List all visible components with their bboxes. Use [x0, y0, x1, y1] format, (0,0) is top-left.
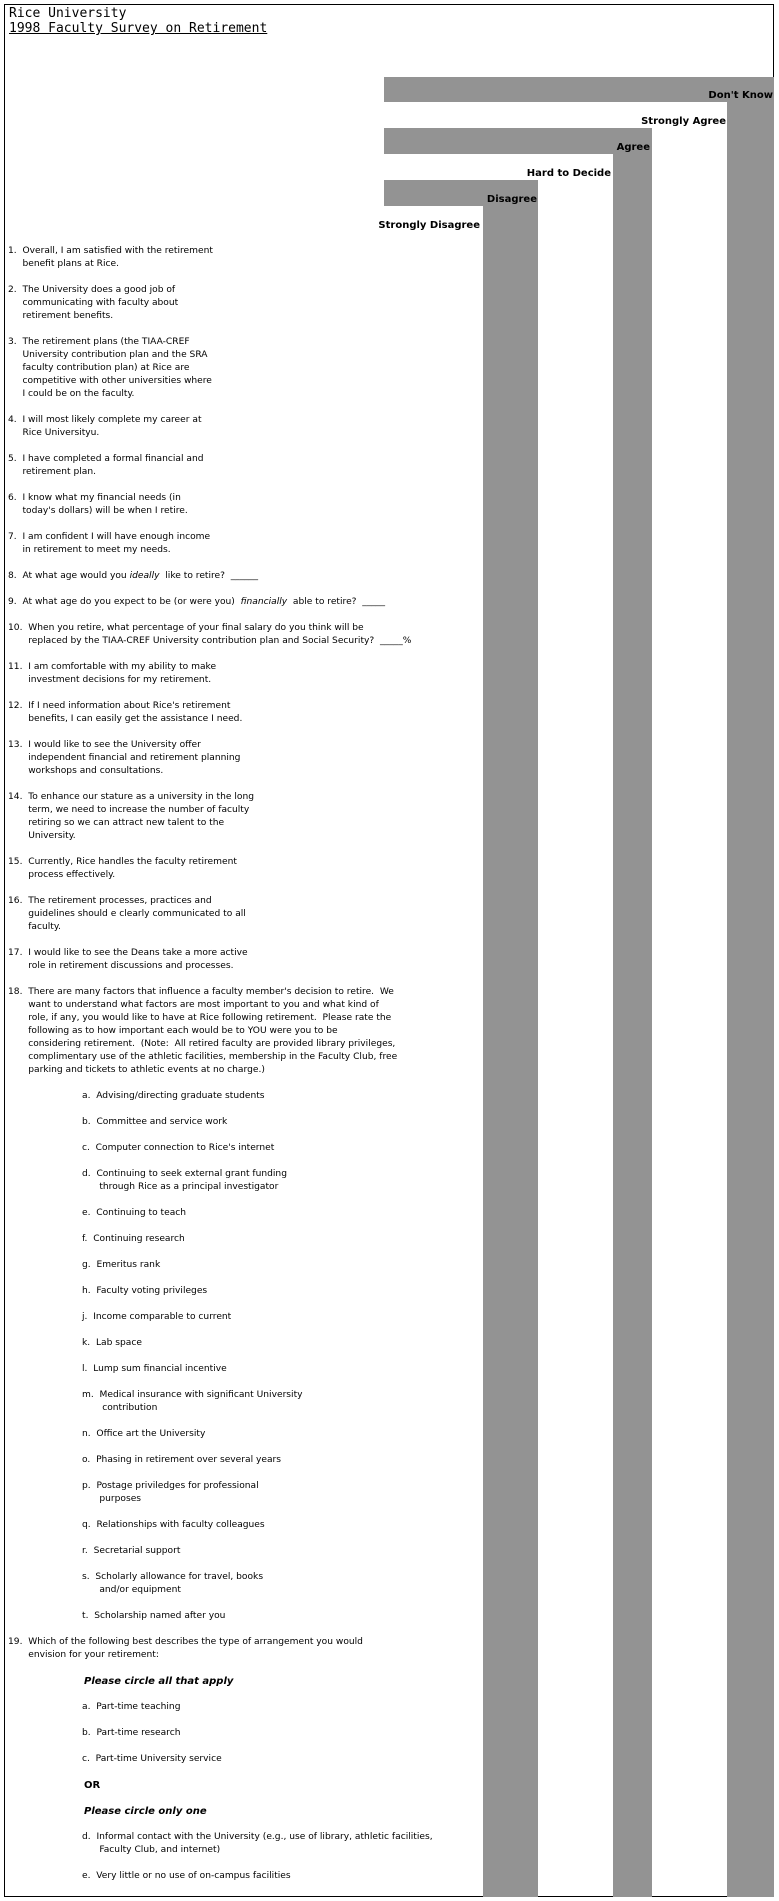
- question-2: 2. The University does a good job of communicating with faculty about retirement benefits.: [8, 285, 179, 321]
- factor-c: c. Computer connection to Rice's internet: [82, 1143, 275, 1153]
- question-12: 12. If I need information about Rice's retirement benefits, I can easily get the assistance I need.: [8, 701, 243, 724]
- factor-m: m. Medical insurance with significant University contribution: [82, 1390, 303, 1413]
- question-19: 19. Which of the following best describes the type of arrangement you would envision for your retirement:: [8, 1637, 363, 1660]
- factor-p: p. Postage priviledges for professional purposes: [82, 1481, 259, 1504]
- arrangement-c: c. Part-time University service: [82, 1754, 222, 1764]
- instruction-circle-one: Please circle only one: [84, 1806, 207, 1817]
- scale-label-agree: Agree: [616, 142, 650, 153]
- question-4: 4. I will most likely complete my career at Rice Universityu.: [8, 415, 202, 438]
- survey-title: 1998 Faculty Survey on Retirement: [9, 21, 268, 36]
- factor-k: k. Lab space: [82, 1338, 142, 1348]
- factor-d: d. Continuing to seek external grant funding through Rice as a principal investigator: [82, 1169, 287, 1192]
- question-10: 10. When you retire, what percentage of your final salary do you think will be replaced by the TIAA-CREF University contribution plan and Social Security? _____%: [8, 623, 412, 646]
- factor-q: q. Relationships with faculty colleagues: [82, 1520, 265, 1530]
- question-17: 17. I would like to see the Deans take a more active role in retirement discussions and processes.: [8, 948, 248, 971]
- arrangement-e: e. Very little or no use of on-campus facilities: [82, 1871, 291, 1881]
- question-9: 9. At what age do you expect to be (or were you) financially able to retire? _____: [8, 597, 386, 607]
- column-disagree: [483, 180, 538, 1897]
- question-11: 11. I am comfortable with my ability to make investment decisions for my retirement.: [8, 662, 217, 685]
- scale-label-strongly-disagree: Strongly Disagree: [378, 220, 480, 231]
- factor-a: a. Advising/directing graduate students: [82, 1091, 265, 1101]
- factor-e: e. Continuing to teach: [82, 1208, 187, 1218]
- question-3: 3. The retirement plans (the TIAA-CREF University contribution plan and the SRA faculty contribution plan) at Rice are competitive with other universities where I could be on the faculty.: [8, 337, 212, 399]
- question-18: 18. There are many factors that influence a faculty member's decision to retire. We want to understand what factors are most important to you and what kind of role, if any, you would like to have at Rice following retirement. Please rate the following as to how important each would be to YOU were you to be considering retirement. (Note: All retired faculty are provided library privileges, complimentary use of the athletic facilities, membership in the Faculty Club, free parking and tickets to athletic events at no charge.): [8, 987, 398, 1075]
- factor-h: h. Faculty voting privileges: [82, 1286, 208, 1296]
- column-agree: [613, 128, 652, 1897]
- factor-s: s. Scholarly allowance for travel, books and/or equipment: [82, 1572, 264, 1595]
- factor-t: t. Scholarship named after you: [82, 1611, 226, 1621]
- arrangement-d: d. Informal contact with the University (e.g., use of library, athletic facilities, Faculty Club, and internet): [82, 1832, 433, 1855]
- factor-l: l. Lump sum financial incentive: [82, 1364, 227, 1374]
- scale-label-disagree: Disagree: [486, 194, 537, 205]
- question-15: 15. Currently, Rice handles the faculty retirement process effectively.: [8, 857, 237, 880]
- factor-n: n. Office art the University: [82, 1429, 206, 1439]
- question-7: 7. I am confident I will have enough income in retirement to meet my needs.: [8, 532, 211, 555]
- question-8: 8. At what age would you ideally like to retire? ______: [8, 571, 259, 581]
- question-5: 5. I have completed a formal financial and retirement plan.: [8, 454, 204, 477]
- scale-label-dont-know: Don't Know: [708, 90, 773, 101]
- question-13: 13. I would like to see the University offer independent financial and retirement planning workshops and consultations.: [8, 740, 241, 776]
- or-divider: OR: [84, 1780, 101, 1791]
- question-6: 6. I know what my financial needs (in today's dollars) will be when I retire.: [8, 493, 188, 516]
- arrangement-b: b. Part-time research: [82, 1728, 181, 1738]
- column-dont-know: [727, 77, 774, 1897]
- factor-r: r. Secretarial support: [82, 1546, 181, 1556]
- question-14: 14. To enhance our stature as a university in the long term, we need to increase the number of faculty retiring so we can attract new talent to the University.: [8, 792, 254, 841]
- factor-g: g. Emeritus rank: [82, 1260, 161, 1270]
- arrangement-a: a. Part-time teaching: [82, 1702, 181, 1712]
- scale-header-bar-agree: [384, 128, 652, 154]
- factor-f: f. Continuing research: [82, 1234, 185, 1244]
- factor-j: j. Income comparable to current: [82, 1312, 232, 1322]
- factor-b: b. Committee and service work: [82, 1117, 228, 1127]
- scale-label-hard-to-decide: Hard to Decide: [526, 168, 611, 179]
- question-1: 1. Overall, I am satisfied with the retirement benefit plans at Rice.: [8, 246, 213, 269]
- university-name: Rice University: [9, 6, 127, 21]
- instruction-circle-all: Please circle all that apply: [84, 1676, 234, 1687]
- scale-label-strongly-agree: Strongly Agree: [641, 116, 726, 127]
- question-16: 16. The retirement processes, practices and guidelines should e clearly communicated to all faculty.: [8, 896, 246, 932]
- factor-o: o. Phasing in retirement over several years: [82, 1455, 282, 1465]
